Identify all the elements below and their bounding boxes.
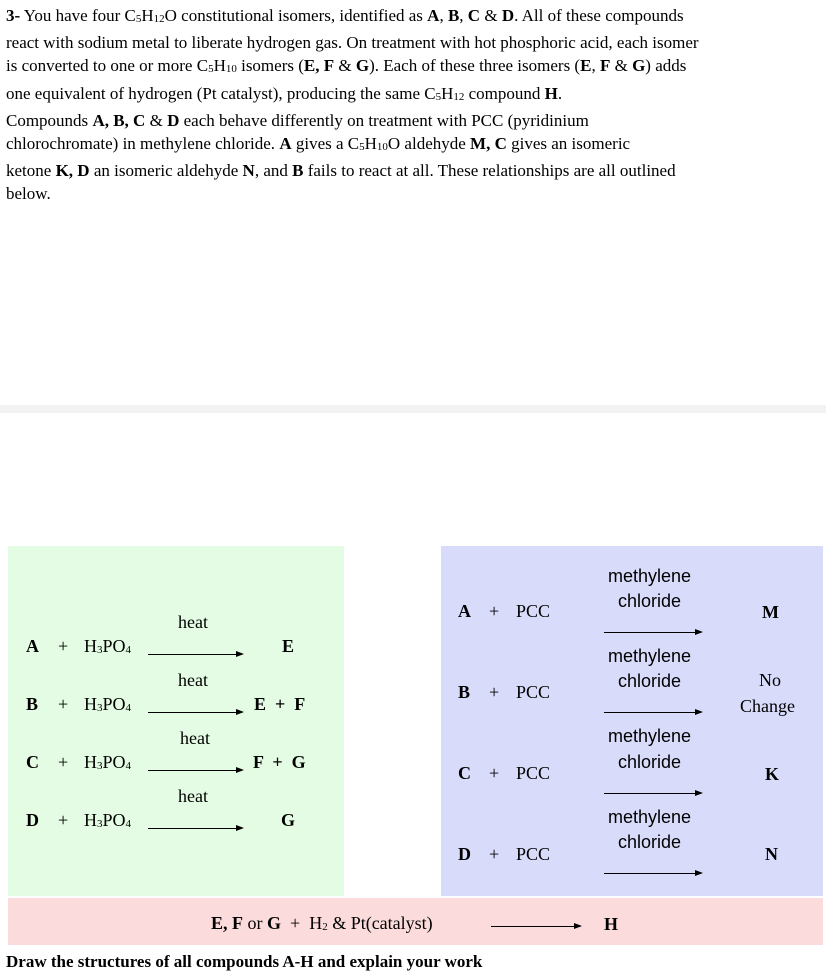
text: . All of these compounds [514,6,684,25]
reagent-label: PCC [516,844,551,864]
text: & Pt(catalyst) [332,913,433,933]
subscript: 5 [359,141,365,154]
problem-statement [6,4,820,206]
text: or [247,913,263,933]
problem-line-5: Compounds A, B, C & D each behave differently on treatment with PCC (pyridinium [6,110,589,130]
product-label: F + G [253,752,306,772]
subscript: 10 [376,141,388,154]
text: H [364,134,377,154]
text: Compounds [6,110,89,130]
compound-label: B [447,6,460,25]
text: H [84,636,97,656]
subscript: 3 [97,702,103,714]
reagent-label: PCC [516,682,551,702]
reaction-arrow [148,828,242,829]
compound-label: G [632,56,646,76]
reaction-arrow [491,926,580,927]
condition-label: methylene [608,807,692,827]
text: H [213,56,226,76]
subscript: 4 [125,760,132,772]
text: fails to react at all. These relationships are all outlined [307,161,676,181]
compound-label: A [427,6,440,25]
compound-label: B [292,161,304,181]
text: H [84,694,97,714]
subscript: 3 [97,818,103,830]
text: H [309,913,323,933]
reactant-label: C [458,763,471,783]
product-label: G [281,810,296,830]
plus-sign: + [489,763,500,783]
compound-label: D [167,110,180,130]
compound-label: G [355,56,370,76]
text: ) adds [645,56,687,76]
text: each behave differently on treatment with PCC (pyridinium [183,110,589,130]
plus-sign: + [489,601,500,621]
product-label: Change [740,696,795,716]
compound-label: E [580,56,592,76]
reactant-label: D [458,844,471,864]
reactant-label: A [26,636,39,656]
problem-line-6 [6,132,820,159]
text: ). Each of these three isomers ( [369,56,581,76]
product-label: H [604,914,619,934]
text: ketone [6,161,52,181]
condition-label: chloride [618,591,682,611]
section-divider [0,405,826,413]
text: O aldehyde [387,134,466,154]
plus-sign: + [489,844,500,864]
subscript: 3 [97,760,103,772]
plus-sign: + [489,682,500,702]
subscript: 5 [435,90,442,103]
text: gives an isomeric [511,134,631,154]
product-label: E + F [254,694,306,714]
reactant-label: A [458,601,471,621]
problem-line-3: is converted to one or more C5H10 isomers (E, F & G). Each of these three isomers (E, F & G) adds [6,56,687,76]
problem-line-4: one equivalent of hydrogen (Pt catalyst), producing the same C5H12 compound H. [6,83,563,103]
reagent-label: PCC [516,763,551,783]
compound-label: K, D [55,161,90,181]
reaction-arrow [604,632,701,633]
text: H [84,810,97,830]
problem-line-1: 3- You have four C5H12O constitutional isomers, identified as A, B, C & D. All of these compounds [6,6,684,25]
reaction-arrow [148,654,242,655]
reagent-formula [84,810,131,831]
condition-label: chloride [618,832,682,852]
reactant-label: B [26,694,39,714]
reagent-formula [84,636,131,657]
product-label: E [282,636,295,656]
text: PO [102,810,126,830]
text: PO [102,694,126,714]
plus-sign: + [58,752,69,772]
compound-label: A, B, C [92,110,146,130]
compound-label: E, F [303,56,335,76]
reaction-arrow [604,712,701,713]
compound-label: N [242,161,255,181]
problem-line-2: react with sodium metal to liberate hydrogen gas. On treatment with hot phosphoric acid, each isomer [6,33,699,53]
subscript: 2 [322,921,328,933]
reaction-arrow [604,793,701,794]
reaction-arrow [148,712,242,713]
reactant-label: D [26,810,39,830]
compound-label: C [467,6,481,25]
subscript: 3 [97,644,103,656]
subscript: 4 [125,644,132,656]
reagent-label: PCC [516,601,551,621]
compound-label: E, F [211,913,244,933]
text: PO [102,636,126,656]
text: H [441,83,454,103]
compound-label: F [599,56,611,76]
plus-sign: + [290,913,301,933]
text: compound [468,83,541,103]
condition-label: methylene [608,566,692,586]
subscript: 5 [208,63,214,76]
problem-line-8: below. [6,184,51,204]
condition-label: heat [180,728,210,748]
plus-sign: + [58,694,69,714]
text: PO [102,752,126,772]
text: O constitutional isomers, identified as [164,6,423,25]
plus-sign: + [58,810,69,830]
condition-label: chloride [618,671,682,691]
text: isomers ( [241,56,304,76]
text: You have four C [23,6,136,25]
hydrogenation-equation [211,913,433,934]
condition-label: heat [178,786,208,806]
problem-number: 3- [6,6,21,25]
reactant-label: C [26,752,39,772]
reaction-arrow [604,873,701,874]
text: one equivalent of hydrogen (Pt catalyst), producing the same C [6,83,436,103]
text: an isomeric aldehyde [93,161,239,181]
compound-label: A [279,134,292,154]
reagent-formula [84,694,131,715]
subscript: 10 [225,63,237,76]
condition-label: chloride [618,752,682,772]
text: gives a C [295,134,360,154]
text: , and [254,161,288,181]
plus-sign: + [58,636,69,656]
compound-label: D [501,6,515,25]
subscript: 4 [125,818,132,830]
text: is converted to one or more C [6,56,209,76]
compound-label: M, C [470,134,507,154]
condition-label: heat [178,612,208,632]
reaction-arrow [148,770,242,771]
instruction-footer: Draw the structures of all compounds A-H and explain your work [6,952,483,971]
reactant-label: B [458,682,471,702]
text: H [141,6,154,25]
product-label: No [759,670,781,690]
product-label: N [765,844,778,864]
product-label: M [762,602,779,622]
text: H [84,752,97,772]
product-label: K [765,764,780,784]
subscript: 4 [125,702,132,714]
acid-reactions-panel [8,546,344,896]
compound-label: H [544,83,558,103]
subscript: 5 [135,13,142,25]
condition-label: heat [178,670,208,690]
condition-label: methylene [608,646,692,666]
text: chlorochromate) in methylene chloride. [6,134,276,154]
condition-label: methylene [608,726,692,746]
problem-line-7 [6,159,820,182]
compound-label: G [267,913,282,933]
reagent-formula [84,752,131,773]
subscript: 12 [153,13,165,25]
subscript: 12 [453,90,465,103]
